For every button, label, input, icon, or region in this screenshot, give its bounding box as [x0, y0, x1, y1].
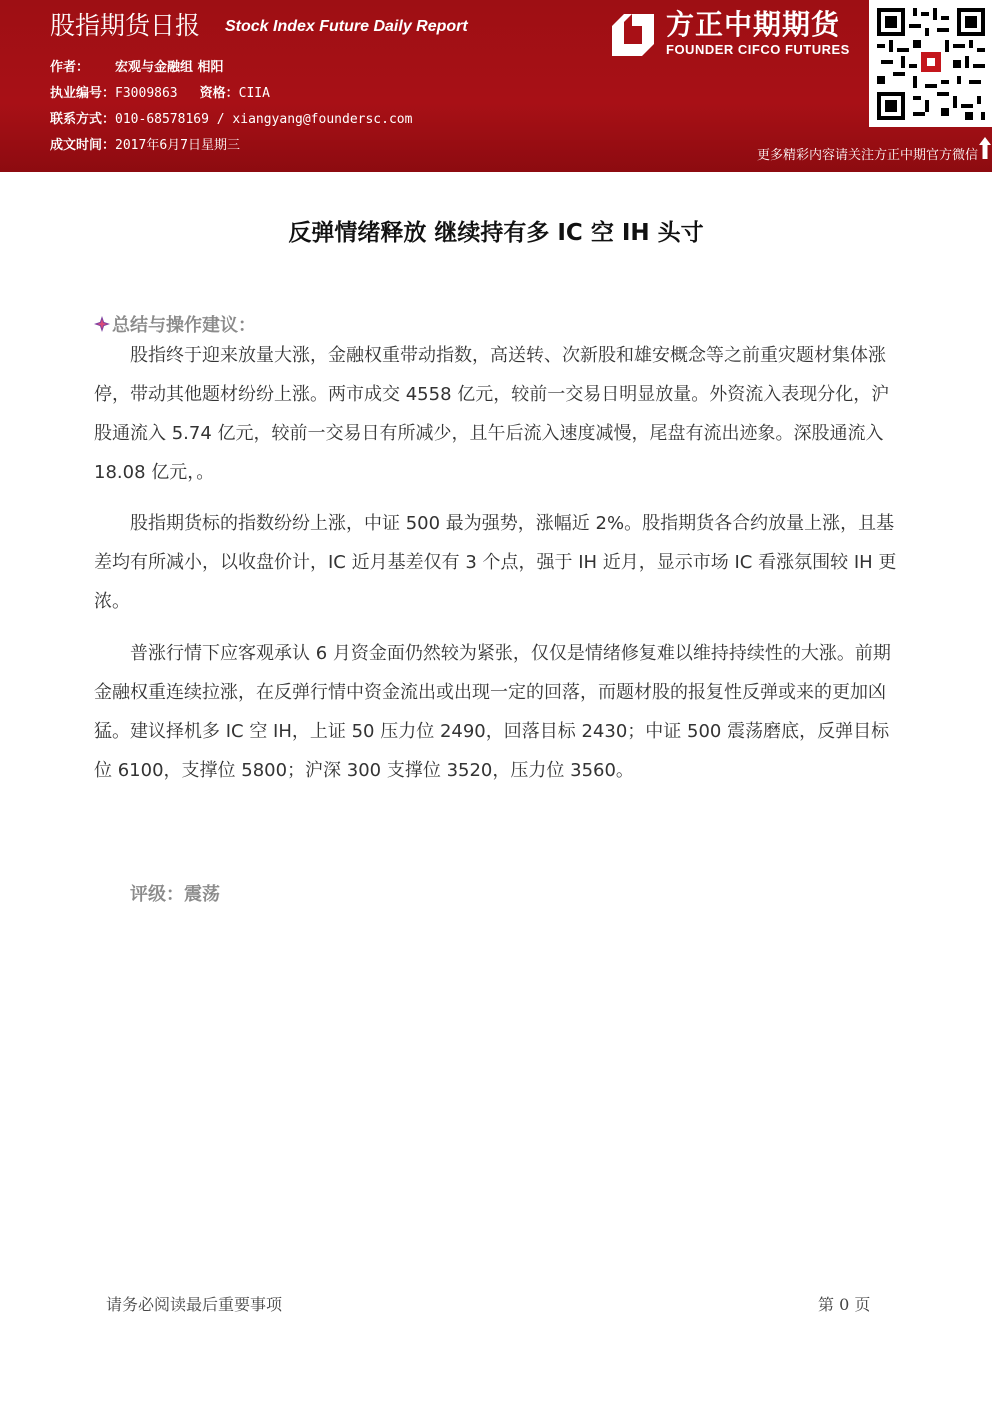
report-title-cn: 股指期货日报 [50, 11, 201, 40]
license-value: F3009863 [115, 86, 178, 101]
paragraph-1: 股指终于迎来放量大涨，金融权重带动指数，高送转、次新股和雄安概念等之前重灾题材集体涨停，带动其他题材纷纷上涨。两市成交 4558 亿元，较前一交易日明显放量。外资流入表现分化，沪股通流入 5.74 亿元，较前一交易日有所减少，且午后流入速度减慢，尾盘有流出迹象。深股通流入 18.08 亿元，。 [94, 345, 890, 483]
paragraph-2: 股指期货标的指数纷纷上涨，中证 500 最为强势，涨幅近 2%。股指期货各合约放量上涨，且基差均有所减小，以收盘价计，IC 近月基差仅有 3 个点，强于 IH 近月，显示市场 IC 看涨氛围较 IH 更浓。 [94, 513, 897, 612]
date-value: 2017年6月7日星期三 [115, 138, 240, 153]
arrow-up-icon [978, 136, 992, 160]
summary-heading-label: 总结与操作建议： [112, 315, 256, 336]
report-header [0, 0, 992, 172]
date-line [50, 134, 240, 153]
qualification-value: CIIA [238, 86, 270, 101]
author-value: 宏观与金融组 相阳 [115, 60, 224, 75]
contact-label: 联系方式： [50, 112, 116, 127]
summary-heading [94, 311, 256, 337]
rating-label: 评级：震荡 [130, 884, 220, 905]
brand-name-cn: 方正中期期货 [666, 8, 841, 41]
qualification-label: 资格： [199, 86, 239, 101]
qr-code-icon [877, 8, 985, 120]
contact-value: 010-68578169 / xiangyang@foundersc.com [115, 112, 413, 127]
date-label: 成文时间： [50, 138, 116, 153]
brand-logo [610, 8, 860, 62]
license-line [50, 82, 270, 101]
page-number: 第 0 页 [818, 1295, 871, 1314]
report-title-en: Stock Index Future Daily Report [225, 18, 468, 35]
follow-wechat-text: 更多精彩内容请关注方正中期官方微信 [756, 148, 978, 163]
diamond-bullet-icon [94, 316, 110, 332]
author-label: 作者： [50, 60, 90, 75]
author-line [50, 56, 224, 75]
document-title: 反弹情绪释放 继续持有多 IC 空 IH 头寸 [288, 220, 704, 246]
brand-mark-icon [610, 12, 656, 58]
qr-code-box [869, 0, 992, 127]
brand-name-en: FOUNDER CIFCO FUTURES [666, 42, 850, 57]
license-label: 执业编号： [50, 86, 116, 101]
contact-line [50, 108, 412, 127]
paragraph-3: 普涨行情下应客观承认 6 月资金面仍然较为紧张，仅仅是情绪修复难以维持持续性的大涨。前期金融权重连续拉涨，在反弹行情中资金流出或出现一定的回落，而题材股的报复性反弹或来的更加凶猛。建议择机多 IC 空 IH，上证 50 压力位 2490，回落目标 2430；中证 500 震荡磨底，反弹目标位 6100，支撑位 5800；沪深 300 支撑位 3520，压力位 3560。 [94, 643, 891, 781]
footer-notice: 请务必阅读最后重要事项 [106, 1295, 283, 1314]
